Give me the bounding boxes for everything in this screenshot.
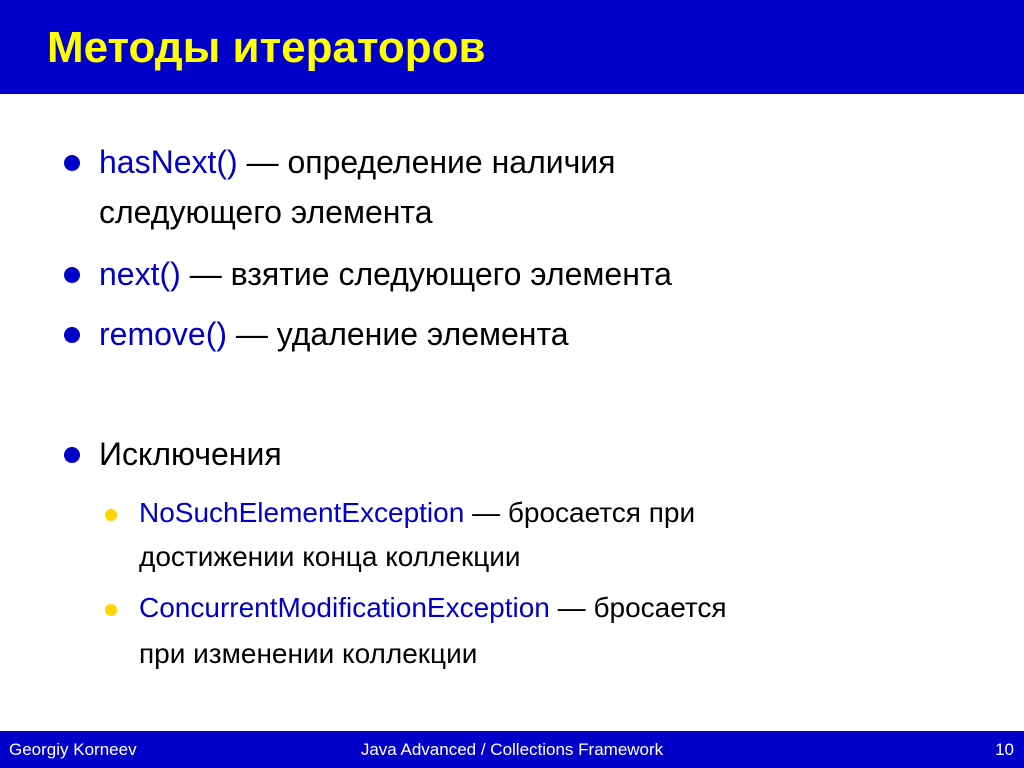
sub-bullet-line — [139, 589, 727, 627]
exception-name: ConcurrentModificationException — [139, 592, 550, 623]
footer-author: Georgiy Korneev — [9, 740, 137, 759]
description-continued: достижении конца коллекции — [139, 541, 521, 572]
description: определение наличия — [287, 144, 616, 180]
page-number: 10 — [995, 740, 1014, 759]
bullet-dot-icon — [64, 447, 80, 463]
description: бросается — [593, 592, 727, 623]
bullet-dot-icon — [64, 267, 80, 283]
description: взятие следующего элемента — [230, 256, 672, 292]
method-name: next() — [99, 256, 181, 292]
method-name: hasNext() — [99, 144, 238, 180]
slide-footer — [0, 731, 1024, 768]
description-continued: при изменении коллекции — [139, 638, 478, 669]
separator: — — [246, 144, 279, 180]
bullet-line — [99, 313, 569, 355]
footer-course: Java Advanced / Collections Framework — [360, 740, 664, 759]
separator: — — [235, 316, 268, 352]
slide-title: Методы итераторов — [47, 23, 486, 72]
exception-name: NoSuchElementException — [139, 497, 465, 528]
bullet-dot-icon — [64, 327, 80, 343]
bullet-line — [99, 253, 672, 295]
bullet-text: Исключения — [99, 436, 282, 472]
description: бросается при — [507, 497, 696, 528]
sub-bullet-dot-icon — [105, 604, 117, 616]
sub-bullet-dot-icon — [105, 509, 117, 521]
bullet-line — [99, 141, 616, 183]
sub-bullet-line — [139, 494, 695, 532]
separator: — — [472, 497, 501, 528]
bullet-dot-icon — [64, 155, 80, 171]
separator: — — [557, 592, 586, 623]
description: удаление элемента — [276, 316, 569, 352]
description-continued: следующего элемента — [99, 194, 433, 230]
method-name: remove() — [99, 316, 228, 352]
separator: — — [189, 256, 222, 292]
